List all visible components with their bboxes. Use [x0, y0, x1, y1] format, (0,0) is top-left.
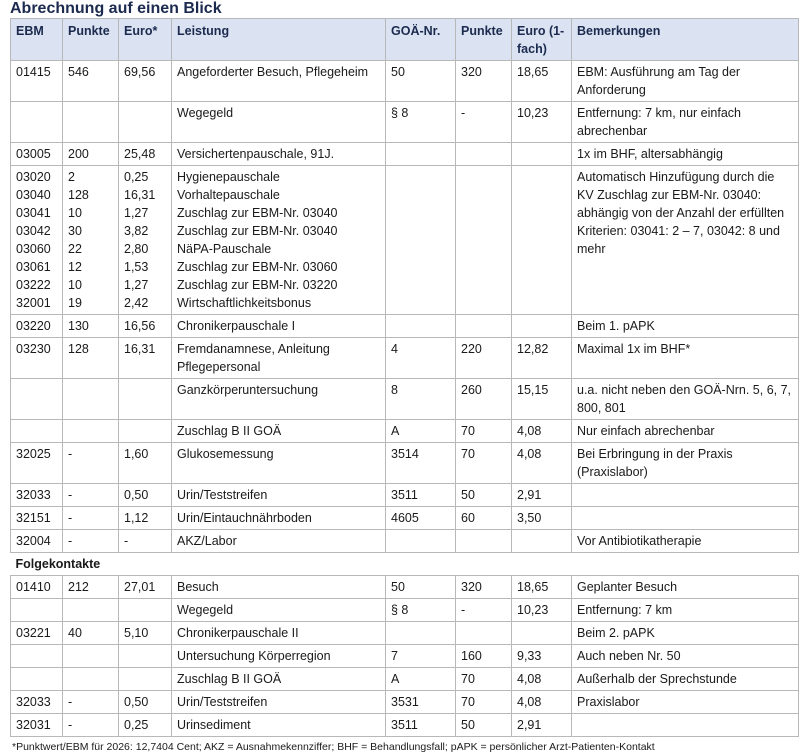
punkte-cell-line: 200 — [68, 147, 89, 161]
goae-nr-cell: § 8 — [386, 599, 456, 622]
goae-euro-cell: 4,08 — [512, 668, 572, 691]
punkte-cell — [63, 443, 119, 484]
euro-cell — [119, 443, 172, 484]
punkte-cell — [63, 379, 119, 420]
section-label: Folgekontakte — [11, 553, 799, 576]
punkte-cell — [63, 599, 119, 622]
bemerkung-cell: Entfernung: 7 km — [572, 599, 799, 622]
goae-nr-cell: 50 — [386, 61, 456, 102]
leistung-cell-line: Zuschlag zur EBM-Nr. 03040 — [177, 224, 338, 238]
ebm-cell — [11, 668, 63, 691]
table-row — [11, 443, 799, 484]
ebm-cell-line: 01415 — [16, 65, 51, 79]
goae-punkte-cell: 220 — [456, 338, 512, 379]
footnote: *Punktwert/EBM für 2026: 12,7404 Cent; AKZ = Ausnahmekennziffer; BHF = Behandlungsfall; pAPK = persönlicher Arzt-Patienten-Kontakt — [12, 741, 655, 753]
euro-cell-line: 16,56 — [124, 319, 156, 333]
leistung-cell-line: Zuschlag B II GOÄ — [177, 424, 282, 438]
ebm-cell-line: 32004 — [16, 534, 51, 548]
punkte-cell — [63, 714, 119, 737]
punkte-cell — [63, 645, 119, 668]
euro-cell — [119, 379, 172, 420]
leistung-cell-line: Zuschlag zur EBM-Nr. 03220 — [177, 278, 338, 292]
goae-nr-cell: 3531 — [386, 691, 456, 714]
goae-nr-cell — [386, 622, 456, 645]
goae-euro-cell: 2,91 — [512, 714, 572, 737]
table-row — [11, 622, 799, 645]
goae-nr-cell — [386, 143, 456, 166]
table-row — [11, 714, 799, 737]
ebm-cell-line: 03221 — [16, 626, 51, 640]
goae-euro-cell: 12,82 — [512, 338, 572, 379]
bemerkung-cell — [572, 484, 799, 507]
ebm-cell — [11, 443, 63, 484]
euro-cell — [119, 143, 172, 166]
leistung-cell-line: Urin/Teststreifen — [177, 488, 268, 502]
ebm-cell-line: 32151 — [16, 511, 51, 525]
table-row — [11, 599, 799, 622]
euro-cell — [119, 61, 172, 102]
bemerkung-cell — [572, 507, 799, 530]
punkte-cell — [63, 484, 119, 507]
column-header-goae-nr: GOÄ-Nr. — [386, 19, 456, 61]
column-header-bemerkungen: Bemerkungen — [572, 19, 799, 61]
punkte-cell-line: 128 — [68, 188, 89, 202]
leistung-cell — [172, 484, 386, 507]
leistung-cell — [172, 420, 386, 443]
punkte-cell — [63, 166, 119, 315]
bemerkung-cell: Maximal 1x im BHF* — [572, 338, 799, 379]
leistung-cell — [172, 338, 386, 379]
euro-cell-line: 16,31 — [124, 342, 156, 356]
punkte-cell-line: - — [68, 695, 73, 709]
punkte-cell-line: 128 — [68, 342, 89, 356]
leistung-cell — [172, 691, 386, 714]
euro-cell — [119, 530, 172, 553]
goae-euro-cell: 15,15 — [512, 379, 572, 420]
leistung-cell-line: Urin/Teststreifen — [177, 695, 268, 709]
table-row — [11, 315, 799, 338]
leistung-cell — [172, 443, 386, 484]
goae-euro-cell — [512, 143, 572, 166]
ebm-cell — [11, 143, 63, 166]
goae-punkte-cell — [456, 622, 512, 645]
punkte-cell — [63, 622, 119, 645]
punkte-cell — [63, 315, 119, 338]
goae-euro-cell — [512, 530, 572, 553]
ebm-cell-line: 03061 — [16, 260, 51, 274]
bemerkung-cell: Geplanter Besuch — [572, 576, 799, 599]
ebm-cell-line: 03041 — [16, 206, 51, 220]
table-row — [11, 102, 799, 143]
ebm-cell-line: 03020 — [16, 170, 51, 184]
ebm-cell — [11, 420, 63, 443]
ebm-cell — [11, 576, 63, 599]
leistung-cell-line: Zuschlag B II GOÄ — [177, 672, 282, 686]
table-row — [11, 379, 799, 420]
goae-punkte-cell: 70 — [456, 420, 512, 443]
punkte-cell — [63, 668, 119, 691]
goae-euro-cell: 2,91 — [512, 484, 572, 507]
euro-cell-line: 0,25 — [124, 170, 149, 184]
euro-cell-line: 16,31 — [124, 188, 156, 202]
bemerkung-cell: Beim 1. pAPK — [572, 315, 799, 338]
ebm-cell — [11, 166, 63, 315]
goae-euro-cell: 4,08 — [512, 443, 572, 484]
table-header-row — [11, 19, 799, 61]
leistung-cell — [172, 143, 386, 166]
euro-cell-line: 5,10 — [124, 626, 149, 640]
leistung-cell-line: Wegegeld — [177, 603, 234, 617]
bemerkung-cell: u.a. nicht neben den GOÄ-Nrn. 5, 6, 7, 800, 801 — [572, 379, 799, 420]
goae-nr-cell: § 8 — [386, 102, 456, 143]
leistung-cell-line: Wegegeld — [177, 106, 234, 120]
table-row — [11, 576, 799, 599]
euro-cell — [119, 714, 172, 737]
goae-euro-cell: 4,08 — [512, 691, 572, 714]
bemerkung-cell: Nur einfach abrechenbar — [572, 420, 799, 443]
column-header-euro: Euro* — [119, 19, 172, 61]
ebm-cell-line: 01410 — [16, 580, 51, 594]
leistung-cell — [172, 102, 386, 143]
bemerkung-cell: 1x im BHF, altersabhängig — [572, 143, 799, 166]
goae-euro-cell: 10,23 — [512, 599, 572, 622]
goae-punkte-cell: 60 — [456, 507, 512, 530]
euro-cell — [119, 315, 172, 338]
goae-punkte-cell: 50 — [456, 484, 512, 507]
punkte-cell-line: 12 — [68, 260, 82, 274]
goae-nr-cell: 7 — [386, 645, 456, 668]
punkte-cell — [63, 420, 119, 443]
euro-cell-line: 1,27 — [124, 278, 149, 292]
punkte-cell-line: 546 — [68, 65, 89, 79]
goae-nr-cell — [386, 166, 456, 315]
goae-euro-cell: 10,23 — [512, 102, 572, 143]
punkte-cell-line: 40 — [68, 626, 82, 640]
euro-cell-line: 25,48 — [124, 147, 156, 161]
table-row — [11, 484, 799, 507]
ebm-cell-line: 03005 — [16, 147, 51, 161]
goae-euro-cell: 9,33 — [512, 645, 572, 668]
ebm-cell — [11, 530, 63, 553]
leistung-cell — [172, 315, 386, 338]
bemerkung-cell: Auch neben Nr. 50 — [572, 645, 799, 668]
ebm-cell-line: 03230 — [16, 342, 51, 356]
page-title: Abrechnung auf einen Blick — [10, 0, 222, 17]
leistung-cell — [172, 507, 386, 530]
euro-cell — [119, 691, 172, 714]
euro-cell — [119, 484, 172, 507]
leistung-cell-line: Wirtschaftlichkeitsbonus — [177, 296, 312, 310]
punkte-cell-line: - — [68, 447, 73, 461]
leistung-cell-line: Vorhaltepauschale — [177, 188, 280, 202]
goae-punkte-cell: 70 — [456, 668, 512, 691]
leistung-cell-line: Zuschlag zur EBM-Nr. 03060 — [177, 260, 338, 274]
leistung-cell-line: Chronikerpauschale II — [177, 626, 299, 640]
goae-nr-cell: 3511 — [386, 714, 456, 737]
euro-cell — [119, 576, 172, 599]
ebm-cell-line: 03042 — [16, 224, 51, 238]
goae-euro-cell: 4,08 — [512, 420, 572, 443]
goae-nr-cell: 50 — [386, 576, 456, 599]
goae-euro-cell: 3,50 — [512, 507, 572, 530]
leistung-cell-line: Fremdanamnese, Anleitung Pflegepersonal — [177, 342, 330, 374]
punkte-cell — [63, 507, 119, 530]
table-row — [11, 507, 799, 530]
ebm-cell-line: 32025 — [16, 447, 51, 461]
bemerkung-cell: Beim 2. pAPK — [572, 622, 799, 645]
punkte-cell-line: 22 — [68, 242, 82, 256]
goae-euro-cell: 18,65 — [512, 61, 572, 102]
punkte-cell — [63, 691, 119, 714]
ebm-cell — [11, 645, 63, 668]
punkte-cell — [63, 143, 119, 166]
goae-nr-cell: 4605 — [386, 507, 456, 530]
goae-punkte-cell: 320 — [456, 576, 512, 599]
table-row — [11, 143, 799, 166]
euro-cell-line: 1,27 — [124, 206, 149, 220]
goae-punkte-cell: 70 — [456, 691, 512, 714]
ebm-cell — [11, 338, 63, 379]
leistung-cell — [172, 166, 386, 315]
table-row — [11, 668, 799, 691]
goae-punkte-cell: 320 — [456, 61, 512, 102]
column-header-goae-euro: Euro (1-fach) — [512, 19, 572, 61]
ebm-cell-line: 32001 — [16, 296, 51, 310]
euro-cell-line: 2,80 — [124, 242, 149, 256]
goae-nr-cell: 8 — [386, 379, 456, 420]
section-row — [11, 553, 799, 576]
leistung-cell-line: Angeforderter Besuch, Pflegeheim — [177, 65, 369, 79]
leistung-cell-line: Glukosemessung — [177, 447, 274, 461]
bemerkung-cell: Bei Erbringung in der Praxis (Praxislabor) — [572, 443, 799, 484]
euro-cell-line: 2,42 — [124, 296, 149, 310]
punkte-cell-line: - — [68, 718, 73, 732]
leistung-cell-line: Chronikerpauschale I — [177, 319, 296, 333]
leistung-cell-line: Urinsediment — [177, 718, 251, 732]
leistung-cell-line: Versichertenpauschale, 91J. — [177, 147, 335, 161]
punkte-cell-line: - — [68, 511, 73, 525]
ebm-cell — [11, 507, 63, 530]
table-row — [11, 691, 799, 714]
goae-punkte-cell — [456, 315, 512, 338]
leistung-cell-line: Besuch — [177, 580, 219, 594]
punkte-cell — [63, 576, 119, 599]
leistung-cell-line: Urin/Eintauchnährboden — [177, 511, 312, 525]
goae-punkte-cell — [456, 530, 512, 553]
punkte-cell-line: 30 — [68, 224, 82, 238]
euro-cell-line: 3,82 — [124, 224, 149, 238]
column-header-ebm: EBM — [11, 19, 63, 61]
leistung-cell-line: AKZ/Labor — [177, 534, 237, 548]
leistung-cell — [172, 714, 386, 737]
goae-nr-cell: A — [386, 668, 456, 691]
euro-cell — [119, 338, 172, 379]
goae-euro-cell — [512, 622, 572, 645]
goae-punkte-cell: 260 — [456, 379, 512, 420]
bemerkung-cell: Praxislabor — [572, 691, 799, 714]
column-header-leistung: Leistung — [172, 19, 386, 61]
punkte-cell-line: 130 — [68, 319, 89, 333]
euro-cell-line: 0,50 — [124, 695, 149, 709]
bemerkung-cell: Entfernung: 7 km, nur einfach abrechenbar — [572, 102, 799, 143]
punkte-cell-line: 212 — [68, 580, 89, 594]
euro-cell-line: 27,01 — [124, 580, 156, 594]
ebm-cell — [11, 714, 63, 737]
euro-cell-line: - — [124, 534, 129, 548]
table-row — [11, 61, 799, 102]
euro-cell-line: 0,50 — [124, 488, 149, 502]
leistung-cell — [172, 576, 386, 599]
goae-nr-cell: A — [386, 420, 456, 443]
goae-euro-cell — [512, 166, 572, 315]
table-row — [11, 530, 799, 553]
leistung-cell — [172, 530, 386, 553]
euro-cell-line: 1,53 — [124, 260, 149, 274]
ebm-cell — [11, 484, 63, 507]
column-header-punkte: Punkte — [63, 19, 119, 61]
table-row — [11, 338, 799, 379]
ebm-cell-line: 03040 — [16, 188, 51, 202]
euro-cell — [119, 507, 172, 530]
leistung-cell — [172, 668, 386, 691]
punkte-cell-line: - — [68, 488, 73, 502]
goae-nr-cell — [386, 530, 456, 553]
ebm-cell — [11, 691, 63, 714]
ebm-cell — [11, 315, 63, 338]
euro-cell — [119, 645, 172, 668]
ebm-cell-line: 32033 — [16, 695, 51, 709]
leistung-cell-line: Hygienepauschale — [177, 170, 280, 184]
goae-nr-cell: 3514 — [386, 443, 456, 484]
euro-cell — [119, 166, 172, 315]
goae-punkte-cell: 160 — [456, 645, 512, 668]
leistung-cell — [172, 599, 386, 622]
table-row — [11, 645, 799, 668]
bemerkung-cell — [572, 714, 799, 737]
punkte-cell — [63, 102, 119, 143]
ebm-cell — [11, 61, 63, 102]
goae-punkte-cell: - — [456, 599, 512, 622]
ebm-cell-line: 32033 — [16, 488, 51, 502]
ebm-cell-line: 03220 — [16, 319, 51, 333]
ebm-cell-line: 32031 — [16, 718, 51, 732]
goae-punkte-cell: 50 — [456, 714, 512, 737]
leistung-cell — [172, 622, 386, 645]
goae-euro-cell: 18,65 — [512, 576, 572, 599]
goae-punkte-cell — [456, 143, 512, 166]
euro-cell — [119, 102, 172, 143]
ebm-cell — [11, 102, 63, 143]
leistung-cell-line: Ganzkörperuntersuchung — [177, 383, 319, 397]
bemerkung-cell: EBM: Ausführung am Tag der Anforderung — [572, 61, 799, 102]
euro-cell — [119, 622, 172, 645]
leistung-cell — [172, 379, 386, 420]
bemerkung-cell: Außerhalb der Sprechstunde — [572, 668, 799, 691]
punkte-cell-line: 2 — [68, 170, 75, 184]
table-row — [11, 420, 799, 443]
goae-punkte-cell: - — [456, 102, 512, 143]
goae-nr-cell — [386, 315, 456, 338]
euro-cell — [119, 599, 172, 622]
punkte-cell-line: 10 — [68, 206, 82, 220]
leistung-cell — [172, 645, 386, 668]
punkte-cell — [63, 61, 119, 102]
column-header-goae-punkte: Punkte — [456, 19, 512, 61]
table-body — [11, 61, 799, 737]
leistung-cell-line: Zuschlag zur EBM-Nr. 03040 — [177, 206, 338, 220]
punkte-cell-line: 10 — [68, 278, 82, 292]
euro-cell — [119, 668, 172, 691]
goae-punkte-cell: 70 — [456, 443, 512, 484]
leistung-cell-line: NäPA-Pauschale — [177, 242, 272, 256]
billing-table — [10, 18, 799, 737]
punkte-cell — [63, 338, 119, 379]
ebm-cell — [11, 622, 63, 645]
bemerkung-cell: Automatisch Hinzufügung durch die KV Zuschlag zur EBM-Nr. 03040: abhängig von der Anzahl der erfüllten Kriterien: 03041: 2 – 7, 03042: 8 und mehr — [572, 166, 799, 315]
punkte-cell-line: - — [68, 534, 73, 548]
leistung-cell-line: Untersuchung Körperregion — [177, 649, 331, 663]
leistung-cell — [172, 61, 386, 102]
ebm-cell — [11, 379, 63, 420]
bemerkung-cell: Vor Antibiotikatherapie — [572, 530, 799, 553]
ebm-cell — [11, 599, 63, 622]
punkte-cell — [63, 530, 119, 553]
ebm-cell-line: 03060 — [16, 242, 51, 256]
euro-cell-line: 1,60 — [124, 447, 149, 461]
ebm-cell-line: 03222 — [16, 278, 51, 292]
goae-euro-cell — [512, 315, 572, 338]
goae-nr-cell: 4 — [386, 338, 456, 379]
table-row — [11, 166, 799, 315]
euro-cell-line: 69,56 — [124, 65, 156, 79]
euro-cell — [119, 420, 172, 443]
euro-cell-line: 0,25 — [124, 718, 149, 732]
goae-punkte-cell — [456, 166, 512, 315]
goae-nr-cell: 3511 — [386, 484, 456, 507]
euro-cell-line: 1,12 — [124, 511, 149, 525]
punkte-cell-line: 19 — [68, 296, 82, 310]
